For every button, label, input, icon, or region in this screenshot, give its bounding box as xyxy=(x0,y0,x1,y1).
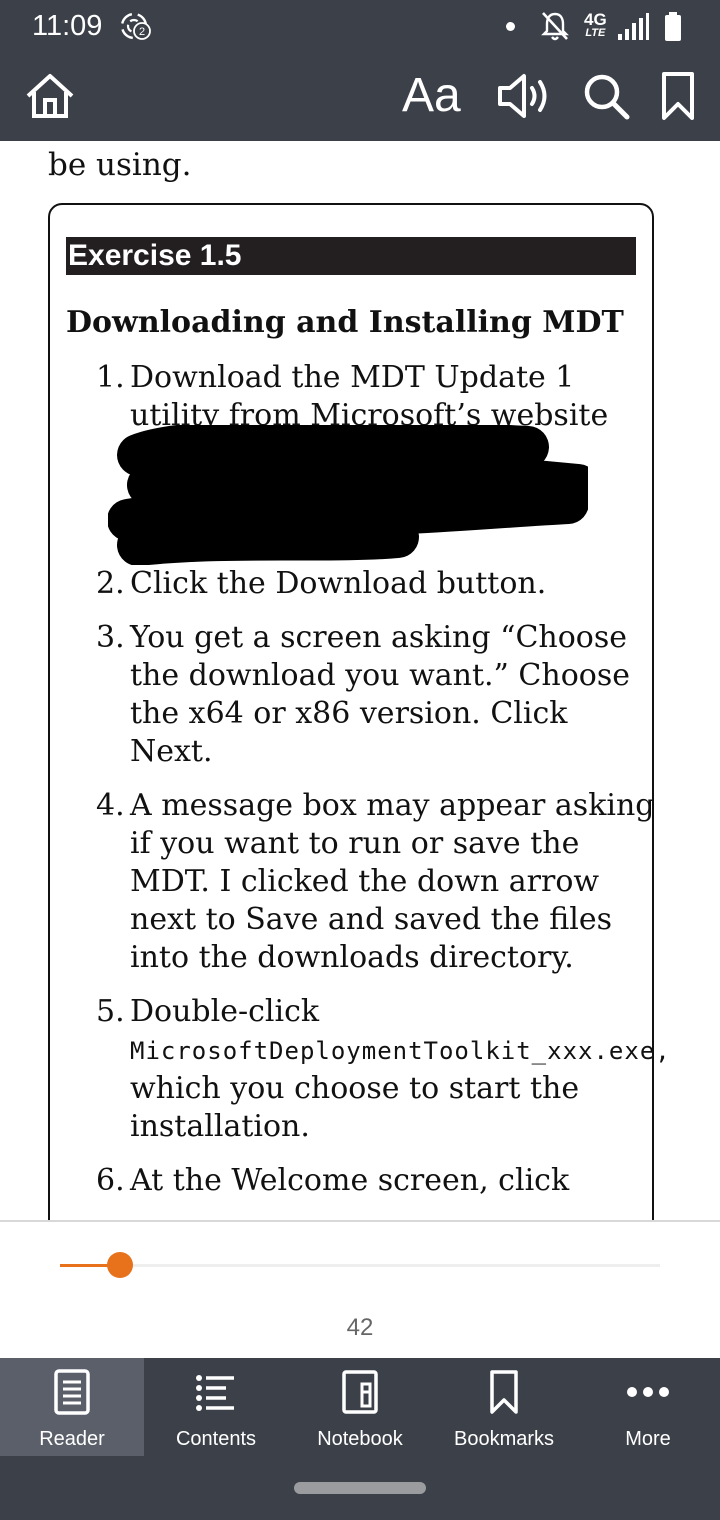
cut-off-text-line xyxy=(48,141,648,145)
nav-label: Notebook xyxy=(317,1428,403,1450)
battery-icon xyxy=(664,12,682,42)
step-number: 6. xyxy=(96,1163,125,1198)
nav-notebook[interactable] xyxy=(288,1358,432,1456)
nav-contents[interactable] xyxy=(144,1358,288,1456)
nav-label: Reader xyxy=(39,1428,105,1450)
step-text: You get a screen asking “Choose the download you want.” Choose the x64 or x86 version. Click Next. xyxy=(130,620,630,769)
step-item xyxy=(96,993,671,1146)
step-item xyxy=(96,1162,656,1200)
nav-more[interactable] xyxy=(576,1358,720,1456)
step-text: A message box may appear asking if you want to run or save the MDT. I clicked the down arrow next to Save and saved the files into the downloads directory. xyxy=(130,788,655,975)
page-progress-area xyxy=(0,1220,720,1358)
step-text: At the Welcome screen, click xyxy=(130,1163,570,1198)
system-navigation-bar xyxy=(0,1456,720,1520)
network-4g: 4G xyxy=(584,10,607,29)
bottom-navigation xyxy=(0,1358,720,1456)
nav-reader[interactable] xyxy=(0,1358,144,1456)
step-item xyxy=(96,619,656,771)
step-item xyxy=(96,787,656,977)
step-text: Download the MDT Update 1 utility from Microsoft’s website xyxy=(130,360,609,433)
bookmark-icon[interactable] xyxy=(656,70,700,122)
network-type xyxy=(584,12,607,39)
home-icon[interactable] xyxy=(24,70,76,122)
step-text: Double-click xyxy=(130,994,320,1029)
exercise-box xyxy=(48,203,671,1220)
exercise-title: Downloading and Installing MDT xyxy=(66,305,624,340)
nav-label: Bookmarks xyxy=(453,1428,555,1450)
reader-icon xyxy=(48,1368,96,1416)
status-time: 11:09 xyxy=(32,10,103,42)
exercise-label: Exercise 1.5 xyxy=(66,237,636,275)
bookmarks-icon xyxy=(480,1368,528,1416)
hotspot-count: 2 xyxy=(138,26,146,38)
step-number: 5. xyxy=(96,994,125,1029)
search-icon[interactable] xyxy=(580,70,632,122)
previous-paragraph-text: be using. xyxy=(48,147,192,183)
page-slider-track[interactable] xyxy=(60,1264,660,1267)
notebook-icon xyxy=(336,1368,384,1416)
signal-strength-icon xyxy=(616,12,650,42)
step-item xyxy=(96,359,656,435)
notifications-muted-icon xyxy=(540,10,570,42)
status-bar xyxy=(0,0,720,52)
page-number: 42 xyxy=(346,1314,374,1341)
step-number: 2. xyxy=(96,566,125,601)
step-item xyxy=(96,565,656,603)
reader-toolbar xyxy=(0,52,720,141)
step-text: which you choose to start the installation. xyxy=(130,1071,580,1144)
redaction-scribble xyxy=(108,425,588,565)
contents-list-icon xyxy=(192,1368,240,1416)
more-dots-icon xyxy=(624,1368,672,1416)
nav-bookmarks[interactable] xyxy=(432,1358,576,1456)
font-settings-button[interactable]: Aa xyxy=(402,69,461,122)
step-code-filename: MicrosoftDeploymentToolkit_xxx.exe, xyxy=(130,1037,671,1065)
step-number: 4. xyxy=(96,788,125,823)
notification-dot xyxy=(506,22,515,31)
step-number: 3. xyxy=(96,620,125,655)
reader-page[interactable] xyxy=(0,141,720,1220)
nav-label: Contents xyxy=(175,1428,257,1450)
hotspot-icon xyxy=(120,12,152,40)
page-slider-thumb[interactable] xyxy=(107,1252,133,1278)
speaker-icon[interactable] xyxy=(496,70,554,122)
network-lte: LTE xyxy=(585,27,606,39)
home-gesture-pill[interactable] xyxy=(294,1482,426,1494)
step-number: 1. xyxy=(96,360,125,395)
nav-label: More xyxy=(625,1428,671,1450)
step-text: Click the Download button. xyxy=(130,566,547,601)
